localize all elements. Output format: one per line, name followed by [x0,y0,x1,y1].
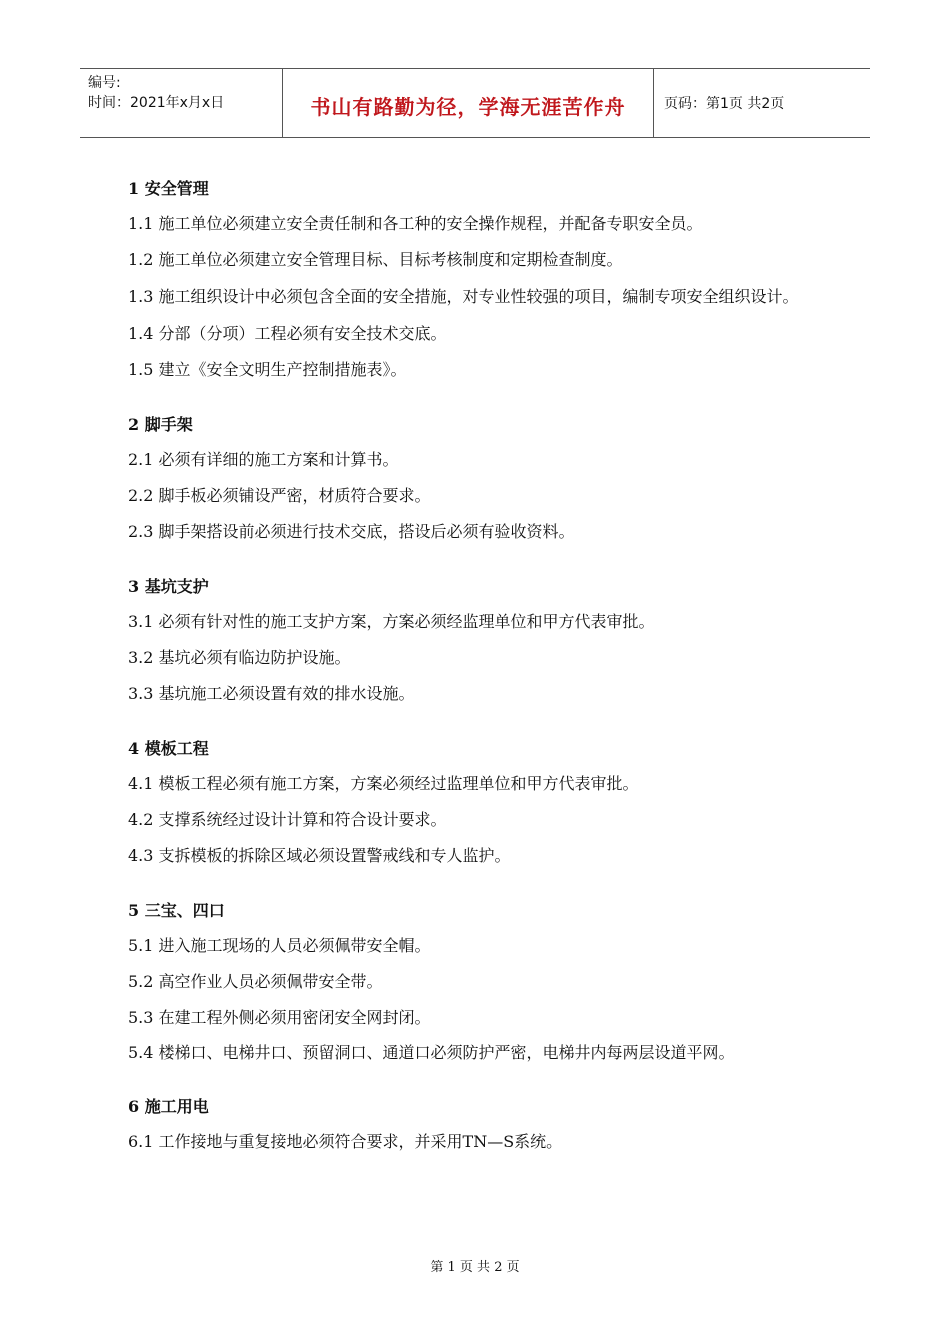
list-item: 1.2 施工单位必须建立安全管理目标、目标考核制度和定期检查制度。 [128,250,623,269]
list-item: 5.2 高空作业人员必须佩带安全带。 [128,972,383,991]
header-meta [80,69,282,137]
list-item: 4.1 模板工程必须有施工方案，方案必须经过监理单位和甲方代表审批。 [128,774,639,793]
list-item: 3.3 基坑施工必须设置有效的排水设施。 [128,684,415,703]
list-item: 1.1 施工单位必须建立安全责任制和各工种的安全操作规程，并配备专职安全员。 [128,214,703,233]
section [128,894,828,1070]
section [128,732,828,874]
page-footer: 第 1 页 共 2 页 [430,1260,520,1275]
section-title: 4 模板工程 [128,739,209,758]
section-title: 5 三宝、四口 [128,901,225,920]
section [128,570,828,712]
section-title: 3 基坑支护 [128,577,209,596]
list-item: 2.1 必须有详细的施工方案和计算书。 [128,450,399,469]
list-item: 4.2 支撑系统经过设计计算和符合设计要求。 [128,810,447,829]
document-body [128,172,828,1160]
list-item: 5.1 进入施工现场的人员必须佩带安全帽。 [128,936,431,955]
document-number-label: 编号: [88,75,121,91]
list-item: 2.2 脚手板必须铺设严密，材质符合要求。 [128,486,431,505]
list-item: 2.3 脚手架搭设前必须进行技术交底，搭设后必须有验收资料。 [128,522,575,541]
section-title: 1 安全管理 [128,179,209,198]
list-item: 3.2 基坑必须有临边防护设施。 [128,648,351,667]
page-header [80,68,870,138]
list-item: 6.1 工作接地与重复接地必须符合要求，并采用TN—S系统。 [128,1132,563,1151]
section-title: 6 施工用电 [128,1097,209,1116]
list-item: 3.1 必须有针对性的施工支护方案，方案必须经监理单位和甲方代表审批。 [128,612,655,631]
list-item: 1.5 建立《安全文明生产控制措施表》。 [128,360,407,379]
section [128,408,828,550]
section [128,1090,828,1160]
section [128,172,828,388]
list-item: 5.3 在建工程外侧必须用密闭安全网封闭。 [128,1008,431,1027]
list-item: 1.4 分部（分项）工程必须有安全技术交底。 [128,324,447,343]
list-item: 1.3 施工组织设计中必须包含全面的安全措施，对专业性较强的项目，编制专项安全组织设计。 [128,287,799,306]
list-item: 5.4 楼梯口、电梯井口、预留洞口、通道口必须防护严密，电梯井内每两层设道平网。 [128,1043,735,1062]
header-slogan: 书山有路勤为径，学海无涯苦作舟 [282,69,654,137]
list-item: 4.3 支拆模板的拆除区域必须设置警戒线和专人监护。 [128,846,511,865]
document-time: 时间：2021年x月x日 [88,95,225,111]
header-page-info: 页码：第1页 共2页 [664,96,785,112]
section-title: 2 脚手架 [128,415,193,434]
